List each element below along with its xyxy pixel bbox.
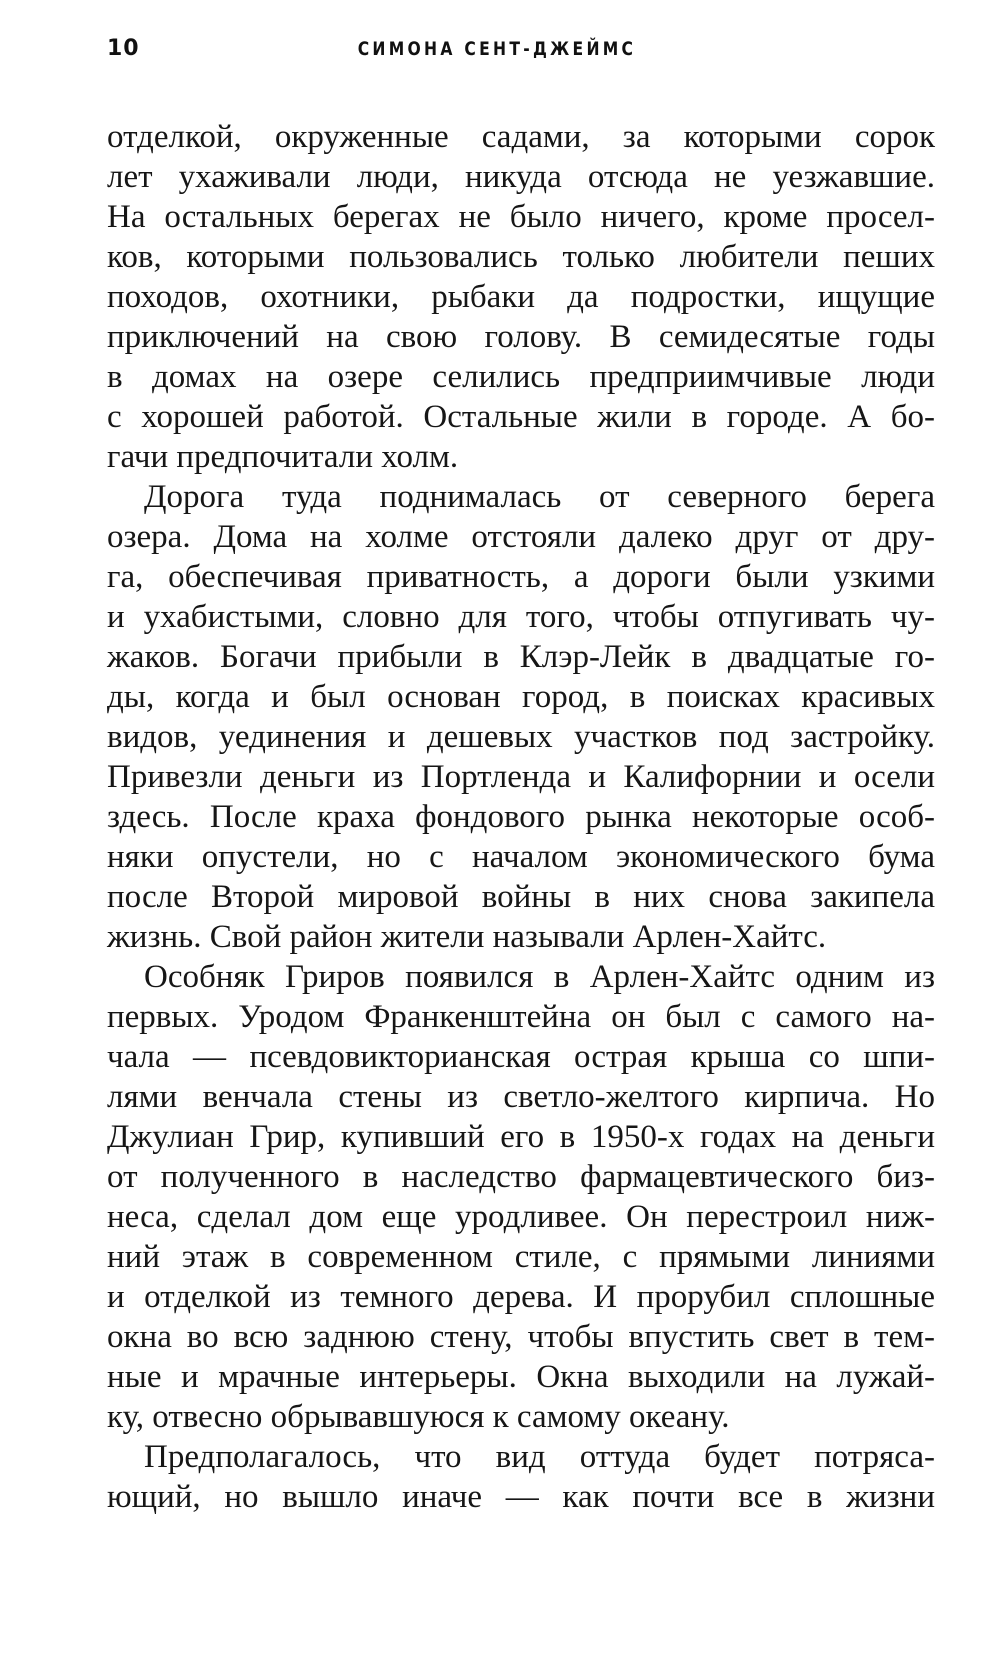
page-number: 10 (107, 36, 140, 61)
text-line: жизнь. Свой район жители называли Арлен-Хайтс. (107, 919, 827, 955)
text-line: Джулиан Грир, купивший его в 1950-х годах на деньги (107, 1119, 935, 1155)
text-line: Дорога туда поднималась от северного берега (144, 479, 935, 515)
text-line: ний этаж в современном стиле, с прямыми линиями (107, 1239, 935, 1275)
text-line: ды, когда и был основан город, в поисках красивых (107, 679, 935, 715)
text-line: первых. Уродом Франкенштейна он был с самого на- (107, 999, 935, 1035)
text-line: ные и мрачные интерьеры. Окна выходили на лужай- (107, 1359, 935, 1395)
text-line: приключений на свою голову. В семидесятые годы (107, 319, 935, 355)
text-line: и ухабистыми, словно для того, чтобы отпугивать чу- (107, 599, 935, 635)
text-line: видов, уединения и дешевых участков под застройку. (107, 719, 935, 755)
text-line: от полученного в наследство фармацевтического биз- (107, 1159, 935, 1195)
text-line: походов, охотники, рыбаки да подростки, ищущие (107, 279, 935, 315)
text-line: окна во всю заднюю стену, чтобы впустить свет в тем- (107, 1319, 935, 1355)
text-line: после Второй мировой войны в них снова закипела (107, 879, 935, 915)
text-line: и отделкой из темного дерева. И прорубил сплошные (107, 1279, 935, 1315)
text-line: лями венчала стены из светло-желтого кирпича. Но (107, 1079, 935, 1115)
text-line: с хорошей работой. Остальные жили в городе. А бо- (107, 399, 935, 435)
text-line: Привезли деньги из Портленда и Калифорнии и осели (107, 759, 935, 795)
text-line: отделкой, окруженные садами, за которыми сорок (107, 119, 935, 155)
text-line: озера. Дома на холме отстояли далеко друг от дру- (107, 519, 935, 555)
text-line: чала — псевдовикторианская острая крыша со шпи- (107, 1039, 935, 1075)
text-line: няки опустели, но с началом экономического бума (107, 839, 935, 875)
text-line: ков, которыми пользовались только любители пеших (107, 239, 935, 275)
running-head-author: СИМОНА СЕНТ-ДЖЕЙМС (357, 38, 637, 60)
text-line: неса, сделал дом еще уродливее. Он перестроил ниж- (107, 1199, 935, 1235)
text-line: здесь. После краха фондового рынка некоторые особ- (107, 799, 935, 835)
text-line: ющий, но вышло иначе — как почти все в жизни (107, 1479, 935, 1515)
body-text (107, 117, 935, 1517)
text-line: На остальных берегах не было ничего, кроме просел- (107, 199, 935, 235)
text-line: Предполагалось, что вид оттуда будет потряса- (144, 1439, 935, 1475)
text-line: га, обеспечивая приватность, а дороги были узкими (107, 559, 935, 595)
text-line: ку, отвесно обрывавшуюся к самому океану. (107, 1399, 730, 1435)
text-line: жаков. Богачи прибыли в Клэр-Лейк в двадцатые го- (107, 639, 935, 675)
text-line: в домах на озере селились предприимчивые люди (107, 359, 935, 395)
text-line: гачи предпочитали холм. (107, 439, 459, 475)
text-line: Особняк Гриров появился в Арлен-Хайтс одним из (144, 959, 935, 995)
text-line: лет ухаживали люди, никуда отсюда не уезжавшие. (107, 159, 935, 195)
running-head (107, 30, 935, 70)
